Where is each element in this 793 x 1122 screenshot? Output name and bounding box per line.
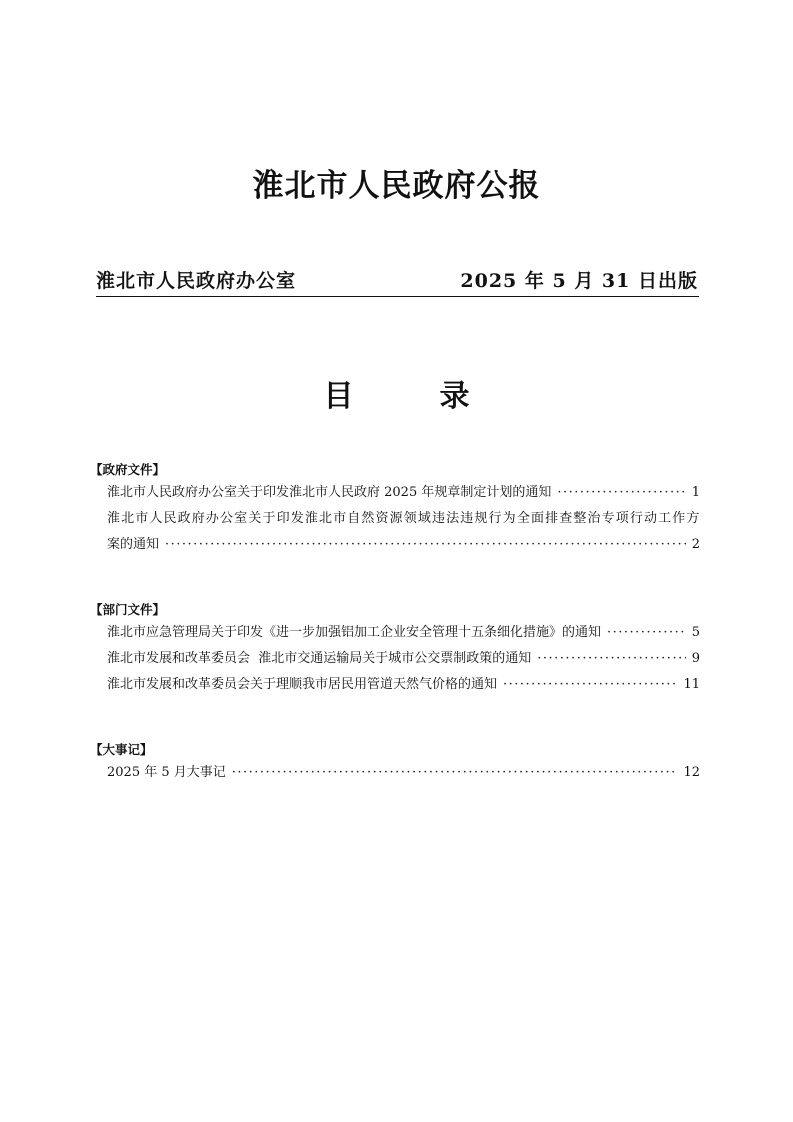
entry-page-number: 9 xyxy=(691,651,700,666)
section-label: 【政府文件】 xyxy=(90,462,166,477)
publisher-name: 淮北市人民政府办公室 xyxy=(96,270,297,292)
toc-entry[interactable] xyxy=(107,620,700,646)
entry-page-number: 2 xyxy=(691,537,700,552)
toc-entry[interactable] xyxy=(107,646,700,672)
entry-title: 淮北市人民政府办公室关于印发淮北市人民政府 2025 年规章制定计划的通知 xyxy=(107,485,552,500)
entry-title-line2: 案的通知 xyxy=(107,537,160,552)
toc-entry[interactable] xyxy=(107,672,700,698)
section-label: 【部门文件】 xyxy=(90,602,166,617)
bulletin-title: 淮北市人民政府公报 xyxy=(252,168,541,204)
dot-leader xyxy=(607,620,686,646)
toc-heading-right: 录 xyxy=(439,379,470,414)
masthead xyxy=(96,266,698,293)
entry-page-number: 1 xyxy=(691,485,700,500)
entry-page-number: 11 xyxy=(683,677,700,692)
entry-title-line1: 淮北市人民政府办公室关于印发淮北市自然资源领域违法违规行为全面排查整治专项行动工作方 xyxy=(107,511,700,526)
entry-title: 淮北市发展和改革委员会关于理顺我市居民用管道天然气价格的通知 xyxy=(107,677,498,692)
masthead-divider xyxy=(96,296,699,297)
toc-entry[interactable] xyxy=(107,760,700,786)
toc-section-government-documents xyxy=(90,460,700,558)
entry-title: 淮北市应急管理局关于印发《进一步加强铝加工企业安全管理十五条细化措施》的通知 xyxy=(107,625,602,640)
dot-leader xyxy=(557,480,685,506)
publication-date: 2025 年 5 月 31 日出版 xyxy=(460,270,698,292)
toc-heading xyxy=(0,371,793,415)
entry-page-number: 5 xyxy=(691,625,700,640)
section-label: 【大事记】 xyxy=(90,742,153,757)
section-entries xyxy=(107,620,700,698)
entry-title: 淮北市发展和改革委员会 淮北市交通运输局关于城市公交票制政策的通知 xyxy=(107,651,532,666)
dot-leader xyxy=(232,760,678,786)
toc-entry[interactable] xyxy=(107,480,700,506)
entry-page-number: 12 xyxy=(683,765,700,780)
toc-entry[interactable] xyxy=(107,506,700,558)
dot-leader xyxy=(537,646,685,672)
toc-section-department-documents xyxy=(90,600,700,698)
section-entries xyxy=(107,480,700,558)
dot-leader xyxy=(165,532,686,558)
toc-heading-left: 目 xyxy=(323,379,354,414)
toc-section-major-events xyxy=(90,740,700,786)
dot-leader xyxy=(503,672,677,698)
section-entries xyxy=(107,760,700,786)
entry-title: 2025 年 5 月大事记 xyxy=(107,765,226,780)
